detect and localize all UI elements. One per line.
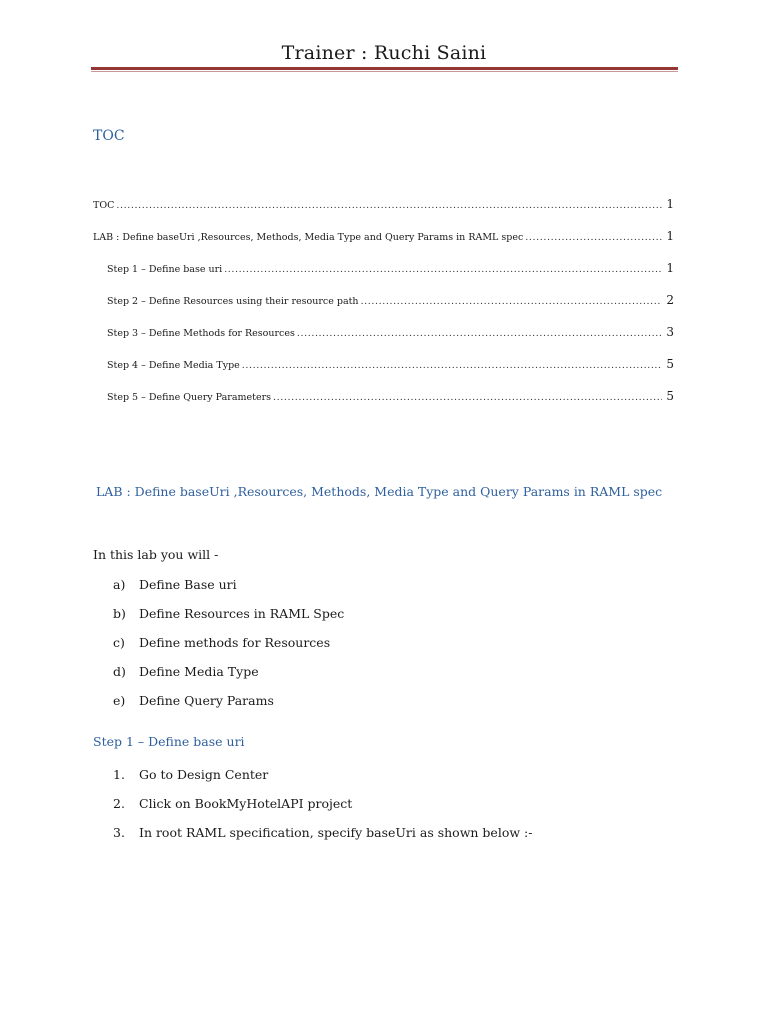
toc-dot-leader xyxy=(116,200,662,211)
toc-dot-leader xyxy=(273,392,662,403)
toc-dot-leader xyxy=(297,328,663,339)
toc-entry-page: 1 xyxy=(666,197,674,211)
list-item xyxy=(113,664,259,679)
list-item-text: In root RAML specification, specify baseUri as shown below :- xyxy=(139,825,533,840)
step-1-heading: Step 1 – Define base uri xyxy=(93,734,245,749)
list-item xyxy=(113,577,237,592)
list-item-text: Define methods for Resources xyxy=(139,635,331,650)
toc-entry-page: 5 xyxy=(666,357,674,371)
list-marker: 3. xyxy=(113,825,125,840)
toc-dot-leader xyxy=(361,296,663,307)
toc-heading: TOC xyxy=(93,128,125,144)
list-marker: c) xyxy=(113,635,125,650)
list-item-text: Define Resources in RAML Spec xyxy=(139,606,345,621)
toc-entry-page: 2 xyxy=(666,293,674,307)
list-item xyxy=(113,693,274,708)
list-marker: 1. xyxy=(113,767,125,782)
toc-entry-label: Step 4 – Define Media Type xyxy=(107,360,240,371)
toc-entry-step-5[interactable] xyxy=(107,389,674,403)
list-item-text: Define Base uri xyxy=(139,577,237,592)
list-marker: a) xyxy=(113,577,126,592)
toc-entry-page: 1 xyxy=(666,261,674,275)
lab-intro: In this lab you will - xyxy=(93,547,219,562)
toc-entry-page: 1 xyxy=(666,229,674,243)
toc-dot-leader xyxy=(242,360,663,371)
list-marker: 2. xyxy=(113,796,125,811)
list-item xyxy=(113,606,344,621)
list-marker: e) xyxy=(113,693,126,708)
toc-entry-step-4[interactable] xyxy=(107,357,674,371)
list-marker: b) xyxy=(113,606,126,621)
list-item-text: Click on BookMyHotelAPI project xyxy=(139,796,353,811)
toc-entry-label: Step 1 – Define base uri xyxy=(107,264,223,275)
list-item-text: Go to Design Center xyxy=(139,767,269,782)
toc-entry-step-1[interactable] xyxy=(107,261,674,275)
toc-dot-leader xyxy=(525,232,662,243)
list-item-text: Define Media Type xyxy=(139,664,259,679)
toc-entry-toc[interactable] xyxy=(93,197,674,211)
list-item-text: Define Query Params xyxy=(139,693,274,708)
list-item xyxy=(113,767,268,782)
toc-entry-label: Step 3 – Define Methods for Resources xyxy=(107,328,295,339)
toc-entry-step-2[interactable] xyxy=(107,293,674,307)
toc-entry-label: Step 5 – Define Query Parameters xyxy=(107,392,271,403)
toc-dot-leader xyxy=(224,264,662,275)
toc-entry-label: LAB : Define baseUri ,Resources, Methods, Media Type and Query Params in RAML spec xyxy=(93,232,524,243)
list-item xyxy=(113,825,532,840)
header-rule-thin xyxy=(91,71,678,72)
toc-entry-label: TOC xyxy=(93,200,115,211)
header-rule xyxy=(91,67,678,70)
toc-entry-lab[interactable] xyxy=(93,229,674,243)
page-header-title: Trainer : Ruchi Saini xyxy=(281,42,487,64)
toc-entry-label: Step 2 – Define Resources using their resource path xyxy=(107,296,359,307)
list-marker: d) xyxy=(113,664,126,679)
toc-entry-page: 3 xyxy=(666,325,674,339)
list-item xyxy=(113,635,330,650)
lab-heading: LAB : Define baseUri ,Resources, Methods, Media Type and Query Params in RAML spec xyxy=(96,484,663,499)
list-item xyxy=(113,796,352,811)
toc-entry-step-3[interactable] xyxy=(107,325,674,339)
toc-entry-page: 5 xyxy=(666,389,674,403)
